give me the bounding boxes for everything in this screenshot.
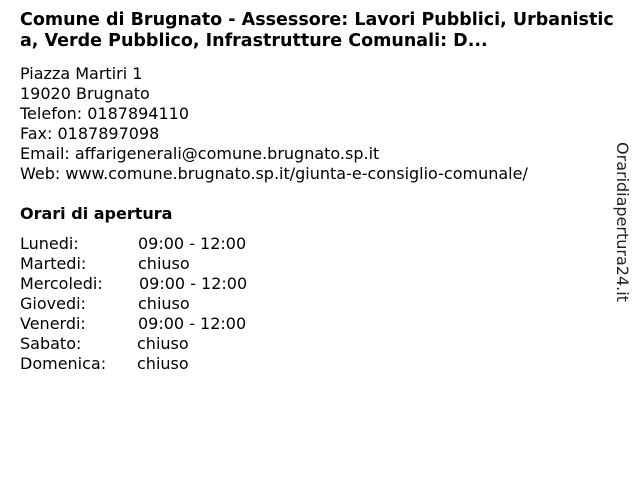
opening-hours-table: [20, 234, 248, 374]
hours-row-thursday: [20, 294, 190, 314]
hours-value: 09:00 - 12:00: [138, 314, 247, 333]
street-address: Piazza Martiri 1: [20, 64, 143, 83]
city-postal: 19020 Brugnato: [20, 84, 150, 103]
page-title: Comune di Brugnato - Assessore: Lavori Pubblici, Urbanistica, Verde Pubblico, Infrastrutture Comunali: D...: [20, 10, 614, 51]
opening-hours-heading: Orari di apertura: [20, 204, 173, 223]
day-label: Domenica:: [20, 354, 107, 373]
watermark-text: Oraridiapertura24.it: [613, 142, 632, 302]
day-label: Martedi:: [20, 254, 87, 273]
address-block: [20, 64, 610, 184]
hours-row-tuesday: [20, 254, 190, 274]
day-label: Venerdi:: [20, 314, 86, 333]
website-url: Web: www.comune.brugnato.sp.it/giunta-e-consiglio-comunale/: [20, 164, 528, 183]
day-label: Sabato:: [20, 334, 82, 353]
phone-number: Telefon: 0187894110: [20, 104, 190, 123]
day-label: Mercoledi:: [20, 274, 103, 293]
fax-number: Fax: 0187897098: [20, 124, 160, 143]
day-label: Giovedi:: [20, 294, 86, 313]
hours-value: 09:00 - 12:00: [139, 274, 248, 293]
hours-row-monday: [20, 234, 247, 254]
hours-row-friday: [20, 314, 247, 334]
site-watermark: [612, 136, 632, 308]
email-address: Email: affarigenerali@comune.brugnato.sp.it: [20, 144, 380, 163]
hours-value: chiuso: [138, 294, 190, 313]
hours-row-saturday: [20, 334, 189, 354]
hours-value: 09:00 - 12:00: [138, 234, 247, 253]
day-label: Lunedi:: [20, 234, 79, 253]
hours-value: chiuso: [138, 254, 190, 273]
hours-value: chiuso: [137, 334, 189, 353]
hours-value: chiuso: [137, 354, 189, 373]
hours-row-wednesday: [20, 274, 248, 294]
hours-row-sunday: [20, 354, 189, 374]
